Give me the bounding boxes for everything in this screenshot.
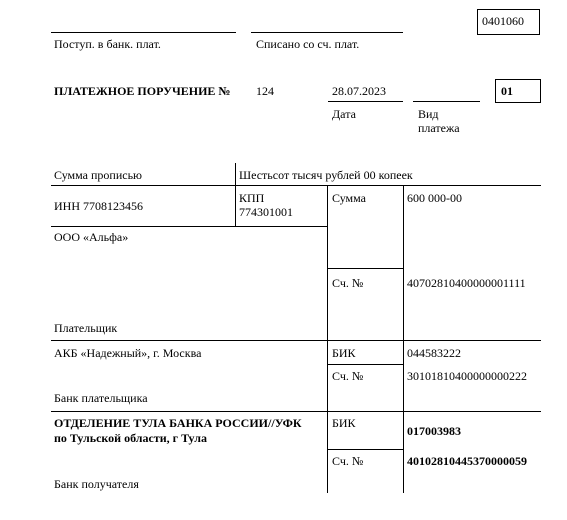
- payment-type-label: Вид: [418, 107, 439, 121]
- received-date-line: [51, 32, 236, 33]
- payer-bank-bik-label: БИК: [332, 346, 356, 360]
- payer-name: ООО «Альфа»: [54, 230, 129, 244]
- payer-bank-bottom-line: [51, 411, 541, 412]
- order-date: 28.07.2023: [332, 84, 386, 98]
- payee-bank-bik: 017003983: [407, 424, 461, 438]
- payer-kpp-label: КПП: [239, 191, 265, 205]
- amount-label: Сумма: [332, 191, 366, 205]
- amount-words-label: Сумма прописью: [54, 168, 143, 182]
- document-title: ПЛАТЕЖНОЕ ПОРУЧЕНИЕ №: [54, 84, 231, 98]
- amount-value: 600 000-00: [407, 191, 462, 205]
- payer-bank-name: АКБ «Надежный», г. Москва: [54, 346, 202, 360]
- payee-bank-name-line2: по Тульской области, г Тула: [54, 431, 207, 445]
- payee-bank-name-line1: ОТДЕЛЕНИЕ ТУЛА БАНКА РОССИИ//УФК: [54, 416, 302, 430]
- amount-words-divider: [235, 163, 236, 185]
- amount-words-bottom-line: [51, 185, 541, 186]
- status-code: 01: [501, 84, 513, 98]
- payee-bank-bik-label: БИК: [332, 416, 356, 430]
- date-line: [328, 101, 403, 102]
- payee-bank-account-label: Сч. №: [332, 454, 364, 468]
- inn-row-bottom-line: [51, 226, 327, 227]
- payer-inn: ИНН 7708123456: [54, 199, 143, 213]
- payer-bank-bik: 044583222: [407, 346, 461, 360]
- form-code: 0401060: [482, 14, 524, 28]
- amount-words-value: Шестьсот тысяч рублей 00 копеек: [239, 168, 413, 182]
- payment-type-label-2: платежа: [418, 121, 460, 135]
- order-number: 124: [256, 84, 274, 98]
- date-label: Дата: [332, 107, 356, 121]
- payee-bank-bik-line: [327, 449, 403, 450]
- payer-role-label: Плательщик: [54, 321, 118, 335]
- payer-row-bottom-line: [51, 340, 541, 341]
- payment-type-line: [413, 101, 480, 102]
- payer-account-value: 40702810400000001111: [407, 276, 526, 290]
- received-label: Поступ. в банк. плат.: [54, 37, 161, 51]
- payer-bank-account-label: Сч. №: [332, 369, 364, 383]
- payer-bank-account: 30101810400000000222: [407, 369, 527, 383]
- amount-row-bottom-line: [327, 268, 403, 269]
- payee-bank-role-label: Банк получателя: [54, 477, 139, 491]
- debited-label: Списано со сч. плат.: [256, 37, 360, 51]
- payer-bank-bik-line: [327, 364, 403, 365]
- payee-bank-account: 40102810445370000059: [407, 454, 527, 468]
- payer-bank-role-label: Банк плательщика: [54, 391, 148, 405]
- inn-kpp-divider: [235, 185, 236, 226]
- label-column-divider: [327, 185, 328, 493]
- debited-date-line: [251, 32, 403, 33]
- payer-kpp: 774301001: [239, 205, 293, 219]
- payer-account-label: Сч. №: [332, 276, 364, 290]
- value-column-divider: [403, 185, 404, 493]
